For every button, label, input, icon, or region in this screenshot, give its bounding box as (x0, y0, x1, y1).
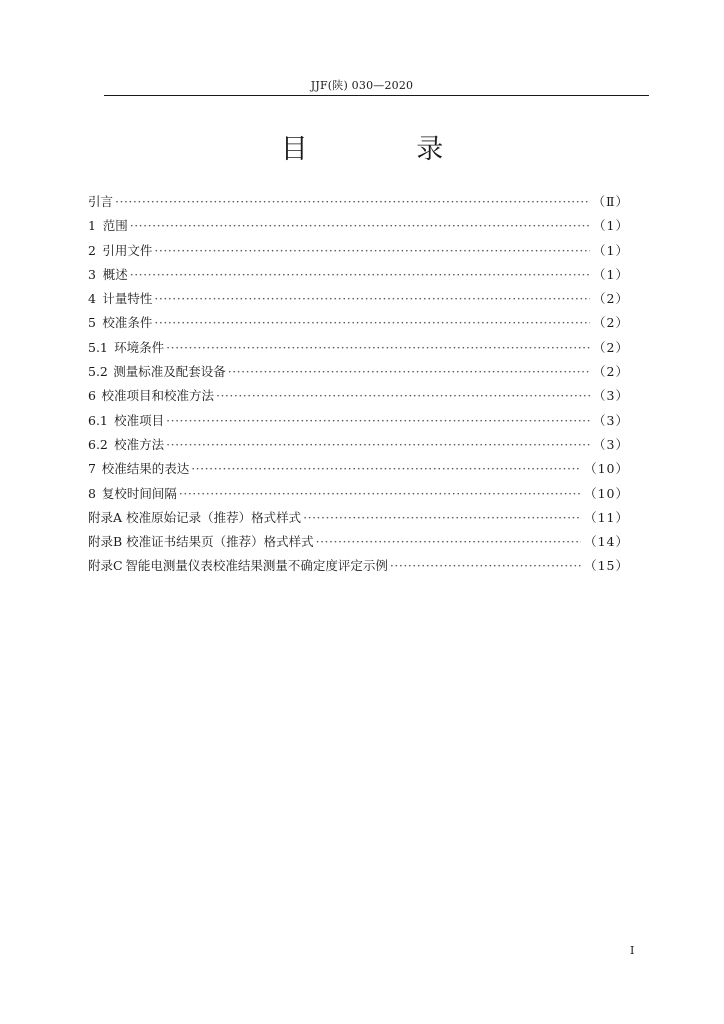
toc-leader-dots (316, 530, 581, 554)
toc-leader-dots (130, 263, 590, 287)
toc-entry-number: 8 (88, 485, 96, 501)
toc-entry-appendix-b[interactable] (88, 530, 629, 554)
toc-entry-number: 4 (88, 291, 96, 307)
toc-entry-number: 5 (88, 315, 96, 331)
toc-entry-page: （3） (593, 388, 629, 404)
toc-leader-dots (166, 336, 590, 360)
toc-entry-label: 测量标准及配套设备 (113, 364, 226, 380)
toc-entry-7[interactable] (88, 457, 629, 481)
toc-entry-label: 引用文件 (102, 242, 153, 258)
toc-entry-label: 范围 (102, 218, 128, 234)
page-number: I (630, 944, 635, 957)
toc-leader-dots (303, 506, 581, 530)
toc-entry-6-2[interactable] (88, 433, 629, 457)
toc-entry-label: 校准方法 (114, 436, 165, 452)
toc-entry-page: （1） (593, 266, 629, 282)
toc-entry-4[interactable] (88, 287, 629, 311)
toc-entry-label: 计量特性 (102, 291, 153, 307)
toc-title: 目 录 (280, 134, 494, 165)
toc-entry-label: 校准原始记录（推荐）格式样式 (126, 509, 302, 525)
toc-entry-number: 1 (88, 218, 96, 234)
toc-entry-number: 6.1 (88, 412, 108, 428)
toc-entry-page: （3） (593, 412, 629, 428)
toc-entry-label: 校准证书结果页（推荐）格式样式 (126, 534, 314, 550)
toc-entry-3[interactable] (88, 263, 629, 287)
toc-entry-label: 智能电测量仪表校准结果测量不确定度评定示例 (125, 558, 388, 574)
toc-entry-page: （3） (593, 436, 629, 452)
toc-leader-dots (154, 239, 590, 263)
toc-leader-dots (191, 457, 581, 481)
toc-entry-number: 附录A (88, 509, 123, 525)
toc-entry-number: 附录B (88, 534, 123, 550)
toc-entry-label: 校准结果的表达 (101, 461, 190, 477)
toc-entry-6-1[interactable] (88, 409, 629, 433)
toc-entry-5-1[interactable] (88, 336, 629, 360)
toc-entry-appendix-c[interactable] (88, 554, 629, 578)
toc-entry-page: （2） (593, 315, 629, 331)
toc-entry-page: （11） (584, 509, 629, 525)
toc-entry-intro[interactable] (88, 190, 629, 214)
toc-leader-dots (390, 554, 581, 578)
toc-entry-number: 2 (88, 242, 96, 258)
toc-entry-page: （1） (593, 218, 629, 234)
toc-entry-number: 附录C (88, 558, 123, 574)
toc-leader-dots (216, 384, 590, 408)
toc-leader-dots (228, 360, 590, 384)
document-code: JJF(陕) 030—2020 (310, 79, 414, 92)
toc-entry-5-2[interactable] (88, 360, 629, 384)
toc-entry-label: 校准条件 (102, 315, 153, 331)
toc-entry-label: 复校时间间隔 (101, 485, 177, 501)
toc-entry-page: （2） (593, 339, 629, 355)
toc-entry-appendix-a[interactable] (88, 506, 629, 530)
toc-leader-dots (166, 409, 590, 433)
toc-entry-label: 环境条件 (114, 339, 165, 355)
toc-entry-page: （2） (593, 291, 629, 307)
header-rule (104, 95, 649, 96)
toc-entry-number: 6.2 (88, 436, 108, 452)
toc-list (88, 190, 629, 579)
toc-entry-1[interactable] (88, 214, 629, 238)
toc-entry-6[interactable] (88, 384, 629, 408)
toc-leader-dots (166, 433, 590, 457)
toc-entry-page: （14） (584, 534, 629, 550)
toc-entry-page: （2） (593, 364, 629, 380)
toc-entry-label: 校准项目 (114, 412, 165, 428)
toc-leader-dots (179, 482, 581, 506)
toc-leader-dots (154, 311, 590, 335)
toc-entry-number: 5.2 (88, 364, 108, 380)
toc-entry-label: 概述 (102, 266, 128, 282)
toc-entry-5[interactable] (88, 311, 629, 335)
toc-entry-8[interactable] (88, 482, 629, 506)
toc-leader-dots (115, 190, 589, 214)
toc-entry-2[interactable] (88, 239, 629, 263)
toc-leader-dots (130, 214, 590, 238)
toc-leader-dots (154, 287, 590, 311)
toc-entry-number: 7 (88, 461, 96, 477)
toc-entry-page: （15） (584, 558, 629, 574)
toc-entry-page: （10） (584, 461, 629, 477)
toc-entry-label: 引言 (88, 194, 114, 209)
toc-entry-number: 6 (88, 388, 96, 404)
toc-entry-page: （Ⅱ） (592, 194, 629, 209)
toc-entry-page: （1） (593, 242, 629, 258)
toc-entry-number: 5.1 (88, 339, 108, 355)
toc-entry-label: 校准项目和校准方法 (101, 388, 214, 404)
toc-entry-number: 3 (88, 266, 96, 282)
toc-entry-page: （10） (584, 485, 629, 501)
